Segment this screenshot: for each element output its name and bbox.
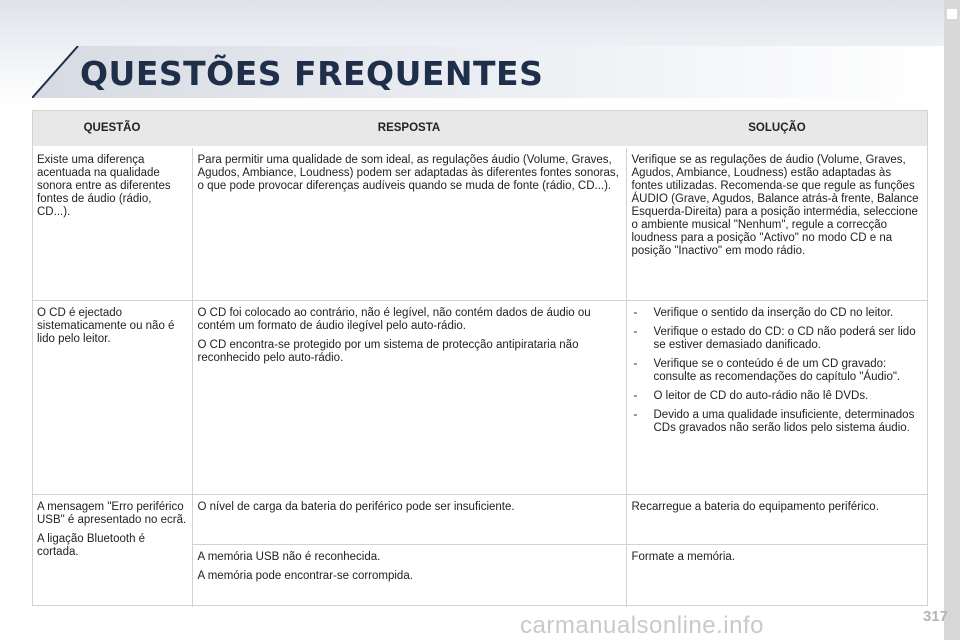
answer-text: O CD encontra-se protegido por um sistema de protecção antipirataria não reconhecido pelo auto-rádio. bbox=[197, 338, 579, 364]
solution-text: Verifique se as regulações de áudio (Volume, Graves, Agudos, Ambiance, Loudness) estão adaptadas às fontes utilizadas. Recomenda-se que regule as funções ÁUDIO (Grave, Agudos, Balance atrás-à frente, Balance Esquerda-Direita) para a posição intermédia, seleccione o ambiente musical "Nenhum", regule a correcção loudness para a posição "Activo" no modo CD e na posição "Inactivo" em modo rádio. bbox=[631, 154, 919, 257]
answer-cell bbox=[192, 300, 626, 494]
question-cell bbox=[32, 300, 192, 494]
list-item: - Devido a uma qualidade insuficiente, determinados CDs gravados não serão lidos pelo sistema áudio. bbox=[632, 409, 924, 435]
page-title: QUESTÕES FREQUENTES bbox=[80, 54, 544, 93]
title-banner-edge bbox=[32, 46, 80, 98]
header-answer: RESPOSTA bbox=[192, 110, 626, 147]
question-cell bbox=[32, 147, 192, 300]
list-item: - Verifique o sentido da inserção do CD no leitor. bbox=[632, 307, 924, 320]
watermark: carmanualsonline.info bbox=[520, 612, 764, 639]
question-text: A ligação Bluetooth é cortada. bbox=[37, 532, 146, 558]
faq-table bbox=[32, 110, 928, 607]
table-row bbox=[32, 494, 928, 544]
list-item: - Verifique o estado do CD: o CD não poderá ser lido se estiver demasiado danificado. bbox=[632, 326, 924, 352]
answer-text: O CD foi colocado ao contrário, não é legível, não contém dados de áudio ou contém um formato de áudio ilegível pelo auto-rádio. bbox=[197, 306, 591, 332]
question-cell bbox=[32, 494, 192, 607]
solution-text: Formate a memória. bbox=[631, 550, 736, 563]
page-number: 317 bbox=[922, 608, 948, 625]
answer-text: O nível de carga da bateria do periférico pode ser insuficiente. bbox=[197, 500, 515, 513]
answer-text: A memória pode encontrar-se corrompida. bbox=[197, 569, 413, 582]
answer-text: A memória USB não é reconhecida. bbox=[197, 550, 381, 563]
answer-cell bbox=[192, 147, 626, 300]
question-text: Existe uma diferença acentuada na qualidade sonora entre as diferentes fontes de áudio (rádio, CD...). bbox=[37, 154, 171, 218]
table-row bbox=[32, 300, 928, 494]
table-row bbox=[32, 147, 928, 300]
header-question: QUESTÃO bbox=[32, 110, 192, 147]
list-item: - Verifique se o conteúdo é de um CD gravado: consulte as recomendações do capítulo "Áudio". bbox=[632, 358, 924, 384]
solution-list bbox=[632, 307, 924, 435]
answer-cell bbox=[192, 494, 626, 544]
header-solution: SOLUÇÃO bbox=[626, 110, 928, 147]
list-item: - O leitor de CD do auto-rádio não lê DVDs. bbox=[632, 390, 924, 403]
solution-text: Recarregue a bateria do equipamento periférico. bbox=[631, 500, 879, 513]
solution-cell bbox=[626, 147, 928, 300]
answer-cell bbox=[192, 544, 626, 607]
question-text: O CD é ejectado sistematicamente ou não é lido pelo leitor. bbox=[37, 306, 175, 345]
answer-text: Para permitir uma qualidade de som ideal, as regulações áudio (Volume, Graves, Agudos, Ambiance, Loudness) podem ser adaptadas às diferentes fontes sonoras, o que pode provocar diferenças audíveis quando se muda de fonte (rádio, CD...). bbox=[197, 154, 619, 192]
table-header-row bbox=[32, 110, 928, 147]
solution-cell bbox=[626, 300, 928, 494]
solution-cell bbox=[626, 494, 928, 544]
side-tab bbox=[944, 0, 960, 640]
question-text: A mensagem "Erro periférico USB" é apresentado no ecrã. bbox=[37, 500, 187, 526]
solution-cell bbox=[626, 544, 928, 607]
